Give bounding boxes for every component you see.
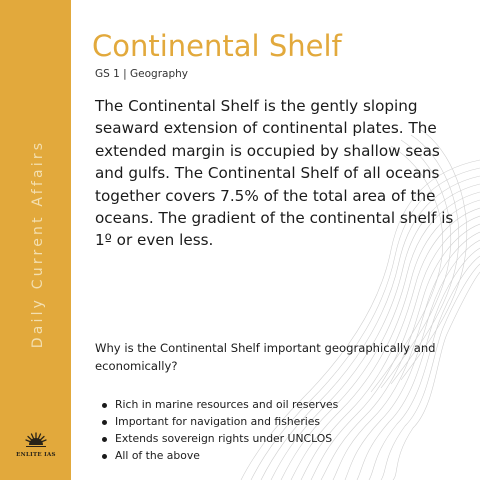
quiz-option: Important for navigation and fisheries bbox=[99, 413, 338, 430]
sunrise-icon bbox=[24, 432, 48, 448]
quiz-question: Why is the Continental Shelf important geographically and economically? bbox=[95, 341, 436, 373]
quiz-options-list bbox=[99, 396, 338, 464]
page-title: Continental Shelf bbox=[92, 29, 342, 63]
sidebar-vertical-text: Daily Current Affairs bbox=[30, 139, 46, 349]
body-paragraph: The Continental Shelf is the gently sloping seaward extension of continental plates. The extended margin is occupied by shallow seas and gulfs. The Continental Shelf of all oceans together covers 7.5% of the total area of the oceans. The gradient of the continental shelf is 1º or even less. bbox=[95, 97, 454, 250]
page-subtitle: GS 1 | Geography bbox=[95, 68, 189, 80]
brand-logo bbox=[16, 432, 56, 468]
sidebar bbox=[0, 0, 71, 480]
quiz-option: Rich in marine resources and oil reserves bbox=[99, 396, 338, 413]
quiz-option: All of the above bbox=[99, 447, 338, 464]
quiz-option: Extends sovereign rights under UNCLOS bbox=[99, 430, 338, 447]
logo-text: ENLITE IAS bbox=[16, 452, 56, 458]
